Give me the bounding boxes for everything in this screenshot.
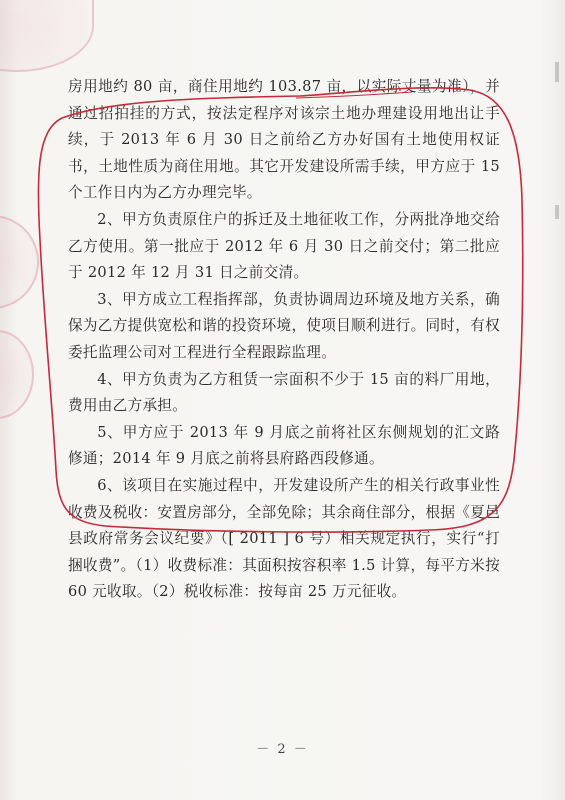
paragraph-clause-4: 4、甲方负责为乙方租赁一宗面积不少于 15 亩的料厂用地，费用由乙方承担。 [68, 370, 500, 415]
red-seal-stamp [0, 330, 34, 419]
paragraph-clause-3: 3、甲方成立工程指挥部，负责协调周边环境及地方关系，确保为乙方提供宽松和谐的投资环境，使项目顺利进行。同时，有权委托监理公司对工程进行全程跟踪监理。 [68, 290, 500, 361]
paragraph-continuation: 房用地约 80 亩，商住用地约 103.87 亩，以实际丈量为准），并通过招拍挂的方式，按法定程序对该宗土地办理建设用地出让手续，于 2013 年 6 月 30 日之前给乙方办好国有土地使用权证书，土地性质为商住用地。其它开发建设所需手续，甲方应于 15 个工作日内为乙方办理完毕。 [68, 78, 500, 202]
scan-mark [555, 205, 559, 219]
paragraph-clause-5: 5、甲方应于 2013 年 9 月底之前将社区东侧规划的汇文路修通；2014 年 9 月底之前将县府路西段修通。 [68, 423, 500, 468]
document-body [68, 74, 500, 606]
page-number: － 2 － [256, 742, 309, 757]
paragraph-clause-6: 6、该项目在实施过程中，开发建设所产生的相关行政事业性收费及税收：安置房部分，全部免除；其余商住部分，根据《夏邑县政府常务会议纪要》（[ 2011 ] 6 号）相关规定执行，实行“打捆收费”。（1）收费标准：其面积按容积率 1.5 计算，每平方米按 60 元收取。（2）税收标准：按每亩 25 万元征收。 [68, 476, 500, 601]
red-seal-stamp [0, 215, 39, 309]
paragraph-clause-2: 2、甲方负责原住户的拆迁及土地征收工作，分两批净地交给乙方使用。第一批应于 2012 年 6 月 30 日之前交付；第二批应于 2012 年 12 月 31 日之前交清。 [68, 210, 500, 282]
scan-mark [555, 62, 559, 82]
red-seal-stamp [0, 0, 94, 72]
